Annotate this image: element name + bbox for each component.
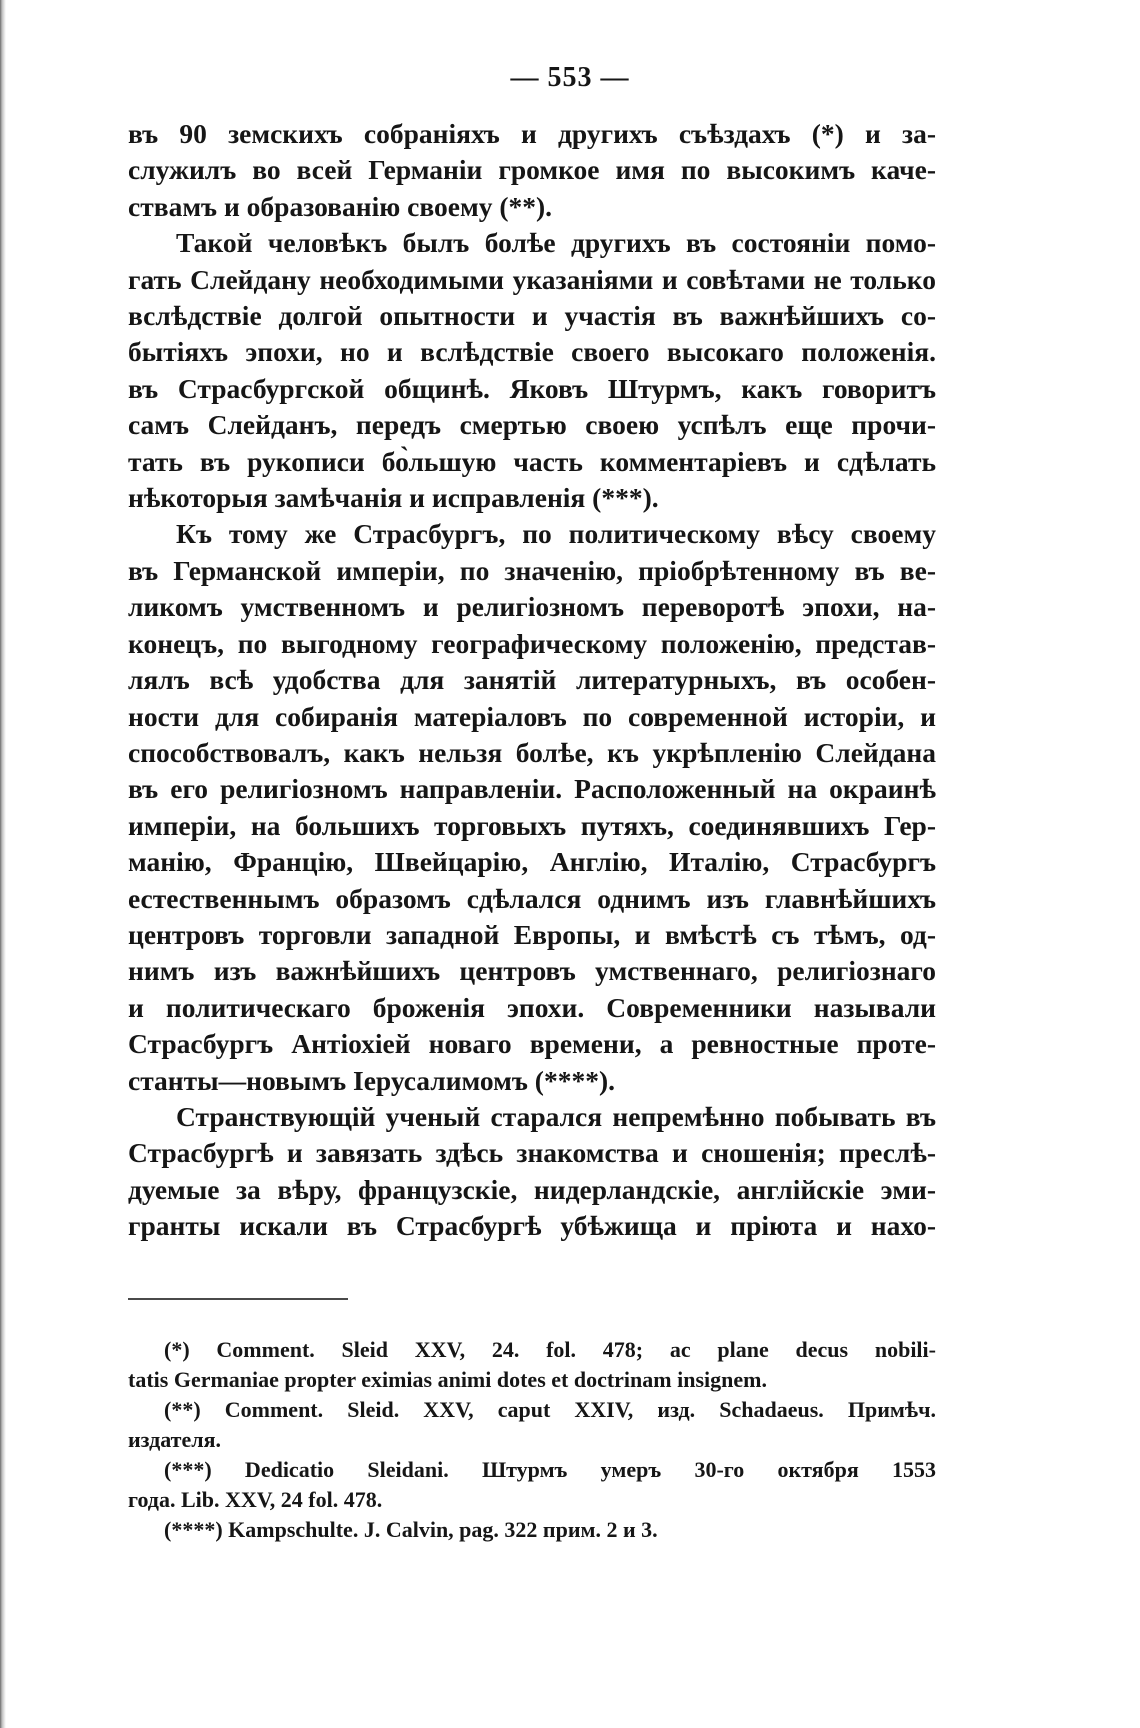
text-line: въ его религіозномъ направленіи. Расположенный на окраинѣ [128, 773, 936, 805]
text-line: ности для собиранія матеріаловъ по современной исторіи, и [128, 700, 936, 732]
paragraph [128, 1099, 936, 1245]
text-line: въ Страсбургской общинѣ. Яковъ Штурмъ, какъ говоритъ [128, 372, 936, 404]
text-line: тать въ рукописи бо̀льшую часть комментаріевъ и сдѣлать [128, 445, 936, 477]
text-line: лялъ всѣ удобства для занятій литературныхъ, въ особен- [128, 664, 936, 696]
text-line: нѣкоторыя замѣчанія и исправленія (***). [128, 482, 659, 514]
text-line: Къ тому же Страсбургъ, по политическому вѣсу своему [176, 518, 936, 550]
footnote-line: года. Lib. XXV, 24 fol. 478. [128, 1487, 383, 1512]
text-line: въ 90 земскихъ собраніяхъ и другихъ съѣздахъ (*) и за- [128, 118, 936, 149]
paragraph [128, 116, 936, 225]
footnote-line: (**) Comment. Sleid. XXV, caput XXIV, изд. Schadaeus. Примѣч. [164, 1397, 936, 1422]
text-line: нимъ изъ важнѣйшихъ центровъ умственнаго, религіознаго [128, 955, 936, 987]
text-line: вслѣдствіе долгой опытности и участія въ важнѣйшихъ со- [128, 300, 936, 332]
text-line: способствовалъ, какъ нельзя болѣе, къ укрѣпленію Слейдана [128, 736, 936, 768]
text-line: Странствующій ученый старался непремѣнно побывать въ [176, 1100, 936, 1132]
text-line: имперіи, на большихъ торговыхъ путяхъ, соединявшихъ Гер- [128, 809, 936, 841]
text-line: Страсбургъ Антіохіей новаго времени, а ревностные проте- [128, 1028, 936, 1060]
footnote [128, 1455, 936, 1515]
footnote-line: (*) Comment. Sleid XXV, 24. fol. 478; ac plane decus nobili- [164, 1337, 936, 1362]
footnote-divider [128, 1298, 348, 1300]
text-line: естественнымъ образомъ сдѣлался однимъ изъ главнѣйшихъ [128, 882, 936, 914]
paragraph [128, 516, 936, 1099]
footnote [128, 1395, 936, 1455]
text-line: ствамъ и образованію своему (**). [128, 190, 553, 222]
text-line: манію, Францію, Швейцарію, Англію, Италію, Страсбургъ [128, 846, 936, 878]
text-line: гранты искали въ Страсбургѣ убѣжища и пріюта и нахо- [128, 1210, 936, 1242]
footnote [128, 1515, 936, 1545]
text-line: Такой человѣкъ былъ болѣе другихъ въ состояніи помо- [176, 227, 936, 259]
text-line: бытіяхъ эпохи, но и вслѣдствіе своего высокаго положенія. [128, 336, 936, 368]
text-line: самъ Слейданъ, передъ смертью своею успѣлъ еще прочи- [128, 409, 936, 441]
scan-edge [0, 0, 6, 1728]
page-number: — 553 — [510, 62, 630, 93]
text-line: и политическаго броженія эпохи. Современники называли [128, 991, 936, 1023]
text-line: конецъ, по выгодному географическому положенію, представ- [128, 627, 936, 659]
text-line: Страсбургѣ и завязать здѣсь знакомства и сношенія; преслѣ- [128, 1137, 936, 1169]
text-line: гать Слейдану необходимыми указаніями и совѣтами не только [128, 263, 936, 295]
text-line: въ Германской имперіи, по значенію, пріобрѣтенному въ ве- [128, 554, 936, 586]
footnote-line: издателя. [128, 1427, 221, 1452]
footnotes [128, 1335, 936, 1545]
text-line: дуемые за вѣру, французскіе, нидерландскіе, англійскіе эми- [128, 1173, 936, 1205]
text-line: ликомъ умственномъ и религіозномъ переворотѣ эпохи, на- [128, 591, 936, 623]
footnote [128, 1335, 936, 1395]
footnote-line: (***) Dedicatio Sleidani. Штурмъ умеръ 30-го октября 1553 [164, 1457, 936, 1482]
paragraph [128, 225, 936, 516]
main-text [128, 116, 936, 1245]
text-line: станты—новымъ Іерусалимомъ (****). [128, 1064, 615, 1096]
footnote-line: tatis Germaniae propter eximias animi dotes et doctrinam insignem. [128, 1367, 767, 1392]
text-line: центровъ торговли западной Европы, и вмѣстѣ съ тѣмъ, од- [128, 918, 936, 950]
footnote-line: (****) Kampschulte. J. Calvin, pag. 322 прим. 2 и 3. [164, 1517, 658, 1542]
text-line: служилъ во всей Германіи громкое имя по высокимъ каче- [128, 154, 936, 186]
